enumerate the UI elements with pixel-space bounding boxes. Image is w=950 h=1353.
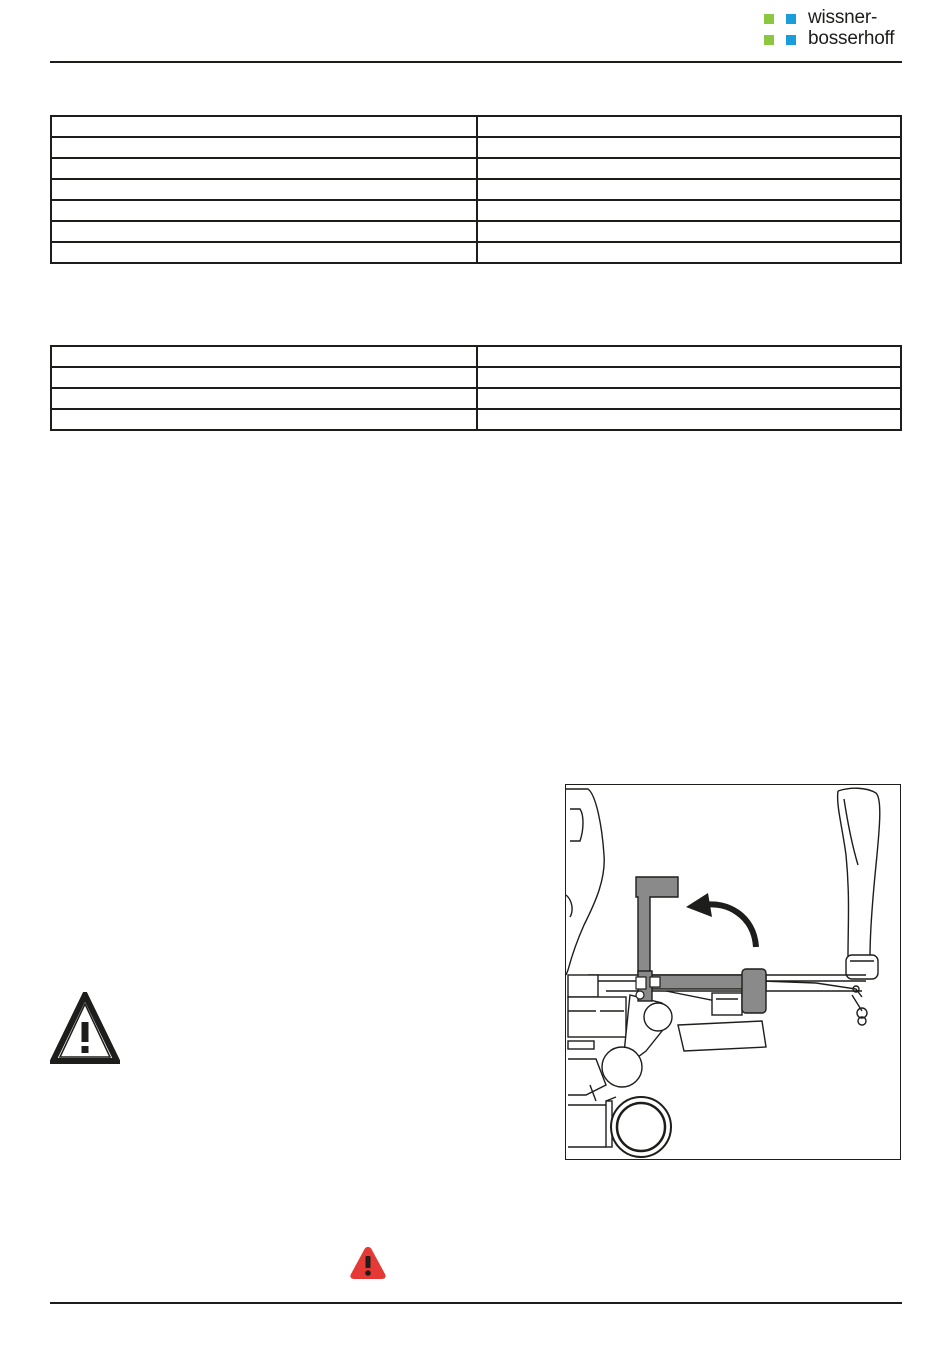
table-cell xyxy=(477,367,901,388)
table-cell xyxy=(477,200,901,221)
table-cell xyxy=(477,221,901,242)
bed-lever-illustration xyxy=(565,784,901,1160)
logo-text-line1: wissner- xyxy=(808,7,878,28)
logo-square-blue-2 xyxy=(786,35,796,45)
table-row xyxy=(51,367,901,388)
logo-square-green-1 xyxy=(764,14,774,24)
table-row xyxy=(51,137,901,158)
table-cell xyxy=(477,388,901,409)
rotate-arrow-icon xyxy=(686,893,756,947)
table-2 xyxy=(50,345,902,431)
table-row xyxy=(51,158,901,179)
table-row xyxy=(51,242,901,263)
brand-logo xyxy=(762,7,922,51)
table-row xyxy=(51,409,901,430)
red-hazard-icon xyxy=(349,1245,387,1281)
table-1 xyxy=(50,115,902,264)
table-cell xyxy=(477,116,901,137)
table-cell xyxy=(477,242,901,263)
table-cell xyxy=(51,116,477,137)
header-rule xyxy=(50,61,902,63)
table-cell xyxy=(51,200,477,221)
logo-text-line2: bosserhoff xyxy=(808,28,895,49)
table-row xyxy=(51,221,901,242)
table-row xyxy=(51,346,901,367)
table-cell xyxy=(51,367,477,388)
table-cell xyxy=(477,158,901,179)
table-row xyxy=(51,200,901,221)
table-cell xyxy=(51,388,477,409)
table-row xyxy=(51,179,901,200)
table-cell xyxy=(477,137,901,158)
table-cell xyxy=(51,179,477,200)
table-cell xyxy=(477,179,901,200)
logo-square-green-2 xyxy=(764,35,774,45)
table-cell xyxy=(51,137,477,158)
footer-rule xyxy=(50,1302,902,1304)
table-row xyxy=(51,116,901,137)
table-row xyxy=(51,388,901,409)
table-cell xyxy=(51,221,477,242)
table-cell xyxy=(51,242,477,263)
table-cell xyxy=(51,158,477,179)
table-cell xyxy=(51,346,477,367)
table-cell xyxy=(477,409,901,430)
table-cell xyxy=(477,346,901,367)
logo-square-blue-1 xyxy=(786,14,796,24)
warning-triangle-icon xyxy=(50,992,120,1064)
table-cell xyxy=(51,409,477,430)
